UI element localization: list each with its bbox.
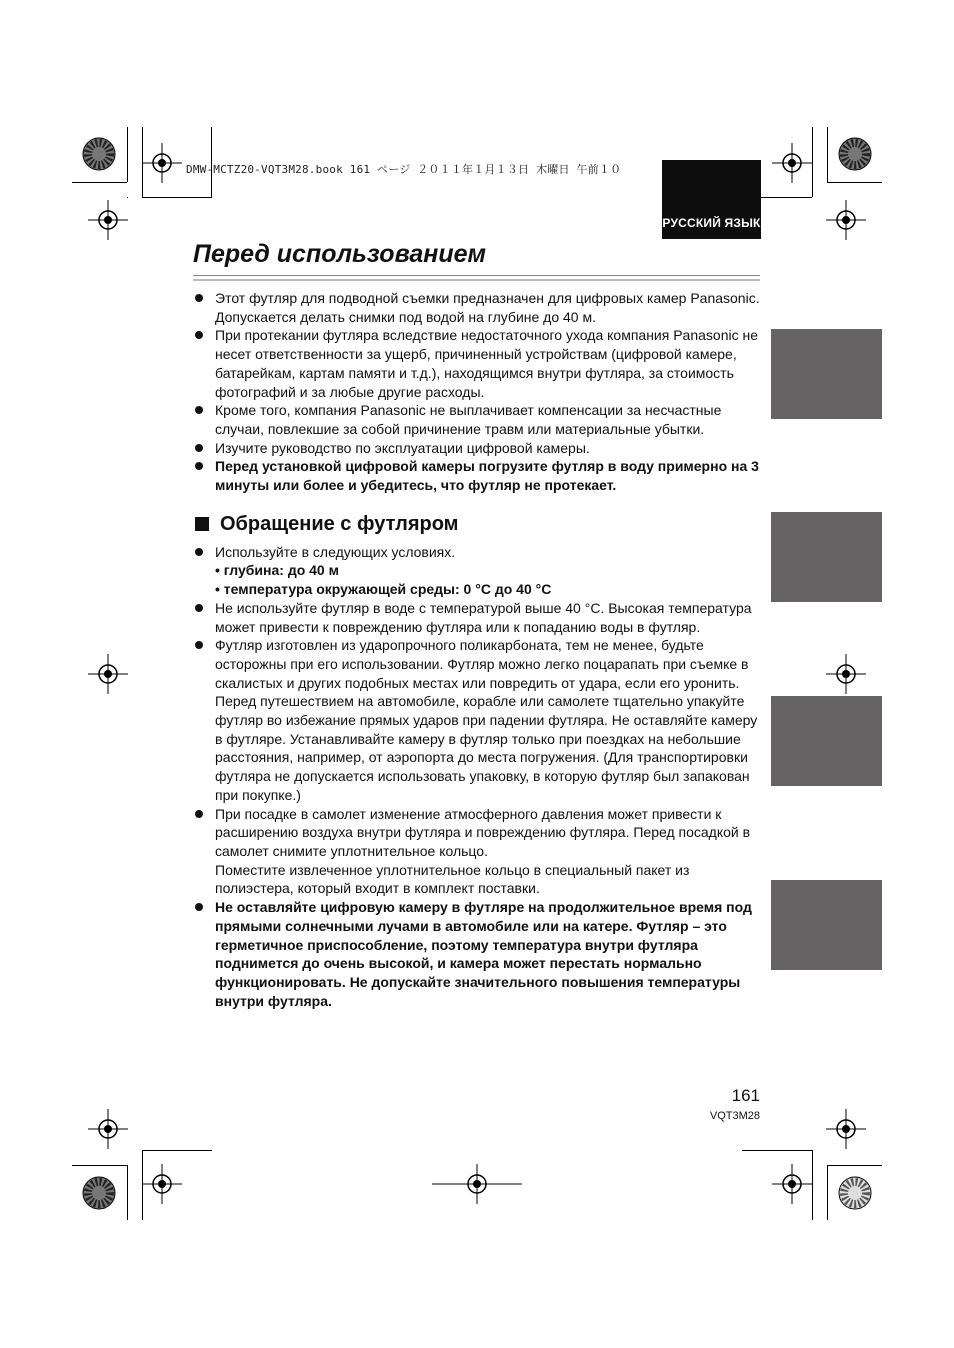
item-text: Кроме того, компания Panasonic не выплачивает компенсации за несчастные случаи, повлекшие за собой причинение травм или материальные убытки.	[215, 402, 722, 437]
item-text: Не оставляйте цифровую камеру в футляре на продолжительное время под прямыми солнечными лучами в автомобиле или на катере. Футляр – это герметичное приспособление, поэтому температура внутри футляра поднимется до очень высокой, и камера может перестать нормально функционировать. Не допускайте значительного повышения температуры внутри футляра.	[215, 899, 752, 1009]
list-item	[193, 898, 761, 1010]
bullet-icon	[195, 548, 203, 556]
registration-mark-icon	[826, 654, 866, 694]
side-tab	[771, 696, 882, 786]
section-heading	[193, 509, 761, 539]
list-item	[193, 599, 761, 636]
registration-mark-icon	[772, 143, 812, 183]
language-tab-label: РУССКИЙ ЯЗЫК	[662, 216, 761, 230]
registration-mark-icon	[826, 200, 866, 240]
item-text: Изучите руководство по эксплуатации цифровой камеры.	[215, 439, 590, 456]
item-text: • температура окружающей среды: 0 °C до 40 °C	[215, 581, 552, 598]
item-text: При протекании футляра вследствие недостаточного ухода компания Panasonic не несет ответственности за ущерб, причиненный устройствам (цифровой камере, батарейкам, картам памяти и т.д.), находящимся внутри футляра, за стоимость фотографий и за любые другие расходы.	[215, 327, 758, 400]
registration-mark-icon	[142, 1164, 182, 1204]
title-divider	[193, 279, 760, 281]
registration-mark-icon	[826, 1109, 866, 1149]
side-tab	[771, 880, 882, 970]
square-bullet-icon	[195, 517, 209, 531]
item-text: Допускается делать снимки под водой на глубине до 40 м.	[215, 308, 597, 325]
list-item	[193, 805, 761, 899]
color-target-icon	[82, 1176, 116, 1210]
registration-mark-icon	[88, 654, 128, 694]
list-item	[193, 636, 761, 804]
bullet-icon	[195, 462, 203, 470]
side-tab	[771, 329, 882, 419]
item-text: Не используйте футляр в воде с температурой выше 40 °C. Высокая температура может привести к повреждению футляра или к попаданию воды в футляр.	[215, 599, 752, 635]
registration-mark-icon	[142, 143, 182, 183]
item-text: Этот футляр для подводной съемки предназначен для цифровых камер Panasonic.	[215, 290, 760, 306]
item-text: Футляр изготовлен из ударопрочного поликарбоната, тем не менее, будьте осторожны при его использовании. Футляр можно легко поцарапать при съемке в скалистых и других подобных местах или повредить от удара, если его уронить. Перед путешествием на автомобиле, корабле или самолете тщательно упакуйте футляр во избежание прямых ударов при падении футляра. Не оставляйте камеру в футляре. Устанавливайте камеру в футляр только при поездках на небольшие расстояния, например, от аэропорта до места погружения. (Для транспортировки футляра не допускается использовать упаковку, в которую футляр был запакован при покупке.)	[215, 637, 758, 803]
list-item	[193, 289, 761, 326]
bullet-icon	[195, 406, 203, 414]
title-divider	[193, 275, 760, 276]
bullet-icon	[195, 331, 203, 339]
section-heading-text: Обращение с футляром	[220, 512, 459, 535]
item-text: Поместите извлеченное уплотнительное кольцо в специальный пакет из полиэстера, который входит в комплект поставки.	[215, 861, 690, 897]
language-tab	[662, 160, 761, 239]
side-tab	[771, 512, 882, 602]
color-target-icon	[838, 137, 872, 171]
list-item	[193, 401, 761, 438]
print-header: DMW-MCTZ20-VQT3M28.book 161 ページ ２０１１年１月１３日 木曜日 午前１０	[186, 163, 622, 176]
bullet-icon	[195, 604, 203, 612]
main-content	[193, 289, 761, 1010]
registration-mark-icon	[432, 1164, 522, 1204]
registration-mark-icon	[88, 1109, 128, 1149]
list-item	[193, 326, 761, 401]
list-item	[193, 439, 761, 458]
document-code: VQT3M28	[709, 1110, 760, 1122]
list-item	[193, 457, 761, 494]
bullet-icon	[195, 294, 203, 302]
page-title: Перед использованием	[193, 240, 487, 268]
item-text: • глубина: до 40 м	[215, 562, 339, 579]
item-text: Используйте в следующих условиях.	[215, 543, 456, 560]
list-item	[193, 543, 761, 599]
color-target-icon	[82, 137, 116, 171]
bullet-icon	[195, 444, 203, 452]
bullet-icon	[195, 641, 203, 649]
item-text: Перед установкой цифровой камеры погрузите футляр в воду примерно на 3 минуты или более и убедитесь, что футляр не протекает.	[215, 458, 759, 494]
page-number: 161	[731, 1086, 760, 1105]
color-target-icon	[838, 1176, 872, 1210]
item-text: При посадке в самолет изменение атмосферного давления может привести к расширению воздуха внутри футляра и повреждению футляра. Перед посадкой в самолет снимите уплотнительное кольцо.	[215, 805, 751, 859]
registration-mark-icon	[772, 1164, 812, 1204]
bullet-icon	[195, 810, 203, 818]
registration-mark-icon	[88, 200, 128, 240]
bullet-icon	[195, 903, 203, 911]
